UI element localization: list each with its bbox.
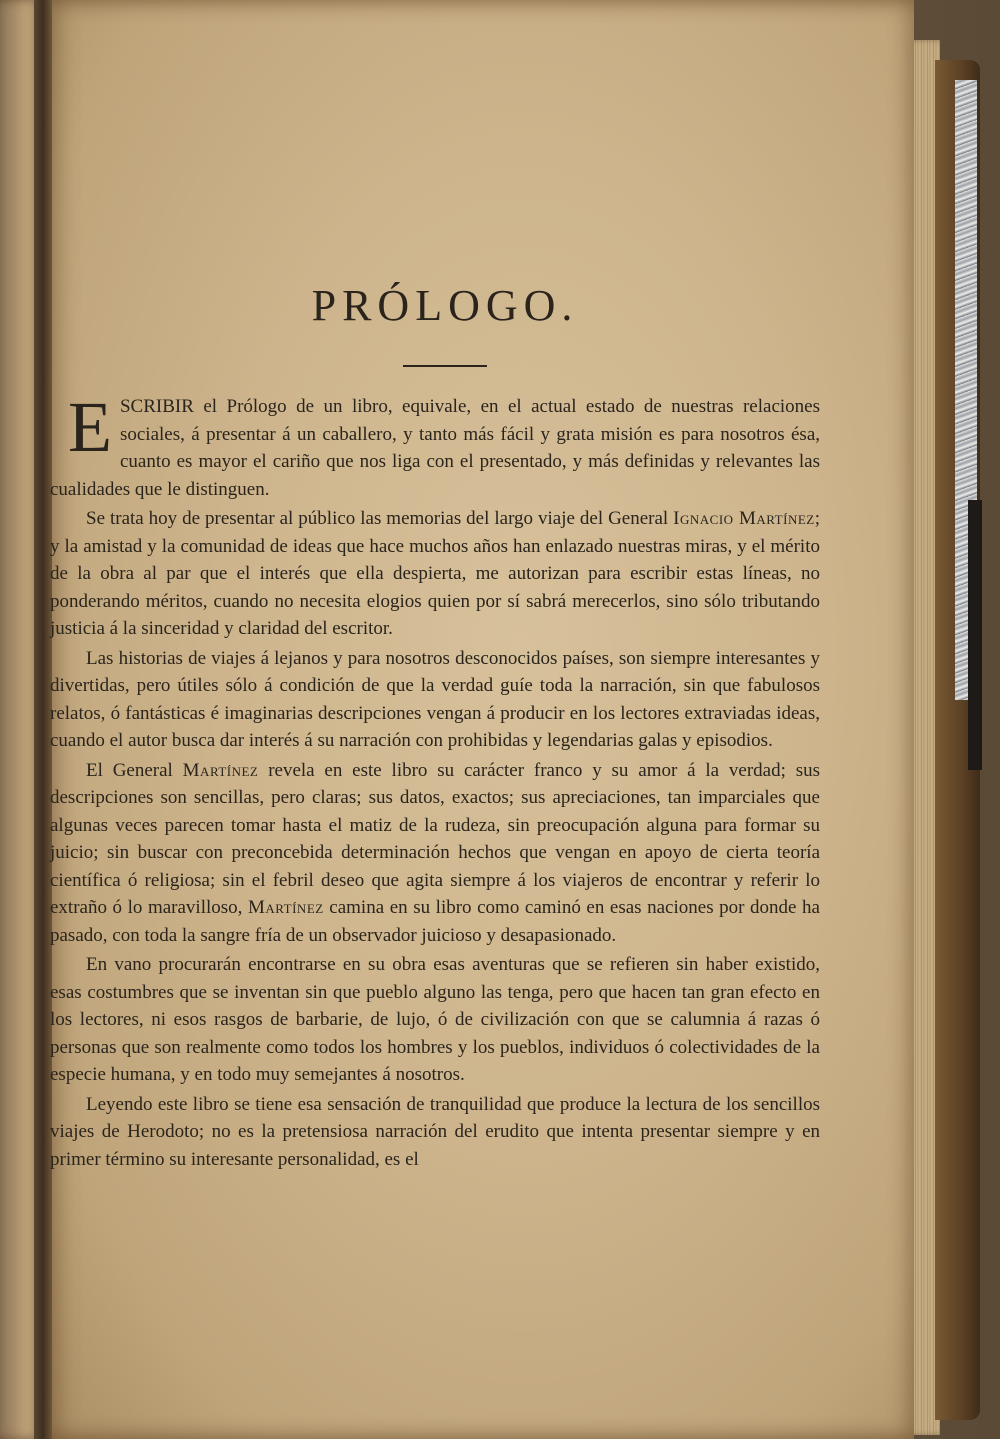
paragraph-4: [50, 757, 820, 950]
cover-spine-strip: [968, 500, 982, 770]
author-surname-2: Martínez: [247, 897, 324, 918]
opening-word: SCRIBIR: [119, 396, 194, 417]
paragraph-1: [50, 387, 820, 503]
paragraph-5: En vano procurarán encontrarse en su obra esas aventuras que se refieren sin haber existido, esas costumbres que se inventan sin que pueblo alguno las tenga, pero que hacen tan gran efecto en los lectores, ni esos rasgos de barbarie, de lujo, ó de civilización con que se calumnia á razas ó personas que son realmente como todos los hombres y los pueblos, individuos ó colectividades de la especie humana, y en todo muy semejantes á nosotros.: [50, 954, 820, 1085]
paragraph-4-middle: revela en este libro su carácter franco y su amor á la verdad; sus descripciones son sencillas, pero claras; sus datos, exactos; sus apreciaciones, tan imparciales que algunas veces parecen tomar hasta el matiz de la rudeza, sin preocupación alguna para formar su juicio; sin buscar con preconcebida determinación hechos que vengan en apoyo de cierta teoría científica ó religiosa; sin el febril deseo que agita siempre á los viajeros de encontrar y referir lo extraño ó lo maravilloso,: [50, 759, 820, 918]
page-title: PRÓLOGO.: [311, 281, 579, 330]
author-surname: Martínez: [182, 759, 259, 781]
author-name: Ignacio Martínez: [673, 508, 815, 529]
drop-cap: E: [68, 387, 112, 467]
paragraph-2: [50, 505, 820, 643]
paragraph-1-text: el Prólogo de un libro, equivale, en el actual estado de nuestras relaciones sociales, á presentar á un caballero, y tanto más fácil y grata misión es para nosotros ésa, cuanto es mayor el cariño que nos liga con el presentado, y más definidas y relevantes las cualidades que le distinguen.: [50, 396, 820, 500]
title-divider: [403, 365, 487, 367]
paragraph-2-after: ; y la amistad y la comunidad de ideas que hace muchos años han enlazado nuestras miras, y el mérito de la obra al par que el interés que ella despierta, me autorizan para escribir estas líneas, no ponderando méritos, cuando no necesita elogios quien por sí sabrá merecerlos, sino sólo tributando justicia á la sinceridad y claridad del escritor.: [50, 508, 821, 639]
paragraph-2-before: Se trata hoy de presentar al público las memorias del largo viaje del General: [86, 508, 674, 529]
page-content: [50, 280, 820, 1173]
paragraph-3: Las historias de viajes á lejanos y para nosotros desconocidos países, son siempre interesantes y divertidas, pero útiles sólo á condición de que la verdad guíe toda la narración, sin que fabulosos relatos, ó fantásticas é imaginarias descripciones vengan á producir en los lectores extraviadas ideas, cuando el autor busca dar interés á su narración con prohibidas y legendarias galas y episodios.: [50, 647, 820, 751]
paragraph-6: Leyendo este libro se tiene esa sensación de tranquilidad que produce la lectura de los sencillos viajes de Herodoto; no es la pretensiosa narración del erudito que intenta presentar siempre y en primer término su interesante personalidad, es el: [50, 1093, 820, 1170]
paragraph-4-after: camina en su libro como caminó en esas naciones por donde ha pasado, con toda la sangre fría de un observador juicioso y desapasionado.: [50, 897, 820, 946]
paragraph-4-before: El General: [86, 759, 183, 781]
